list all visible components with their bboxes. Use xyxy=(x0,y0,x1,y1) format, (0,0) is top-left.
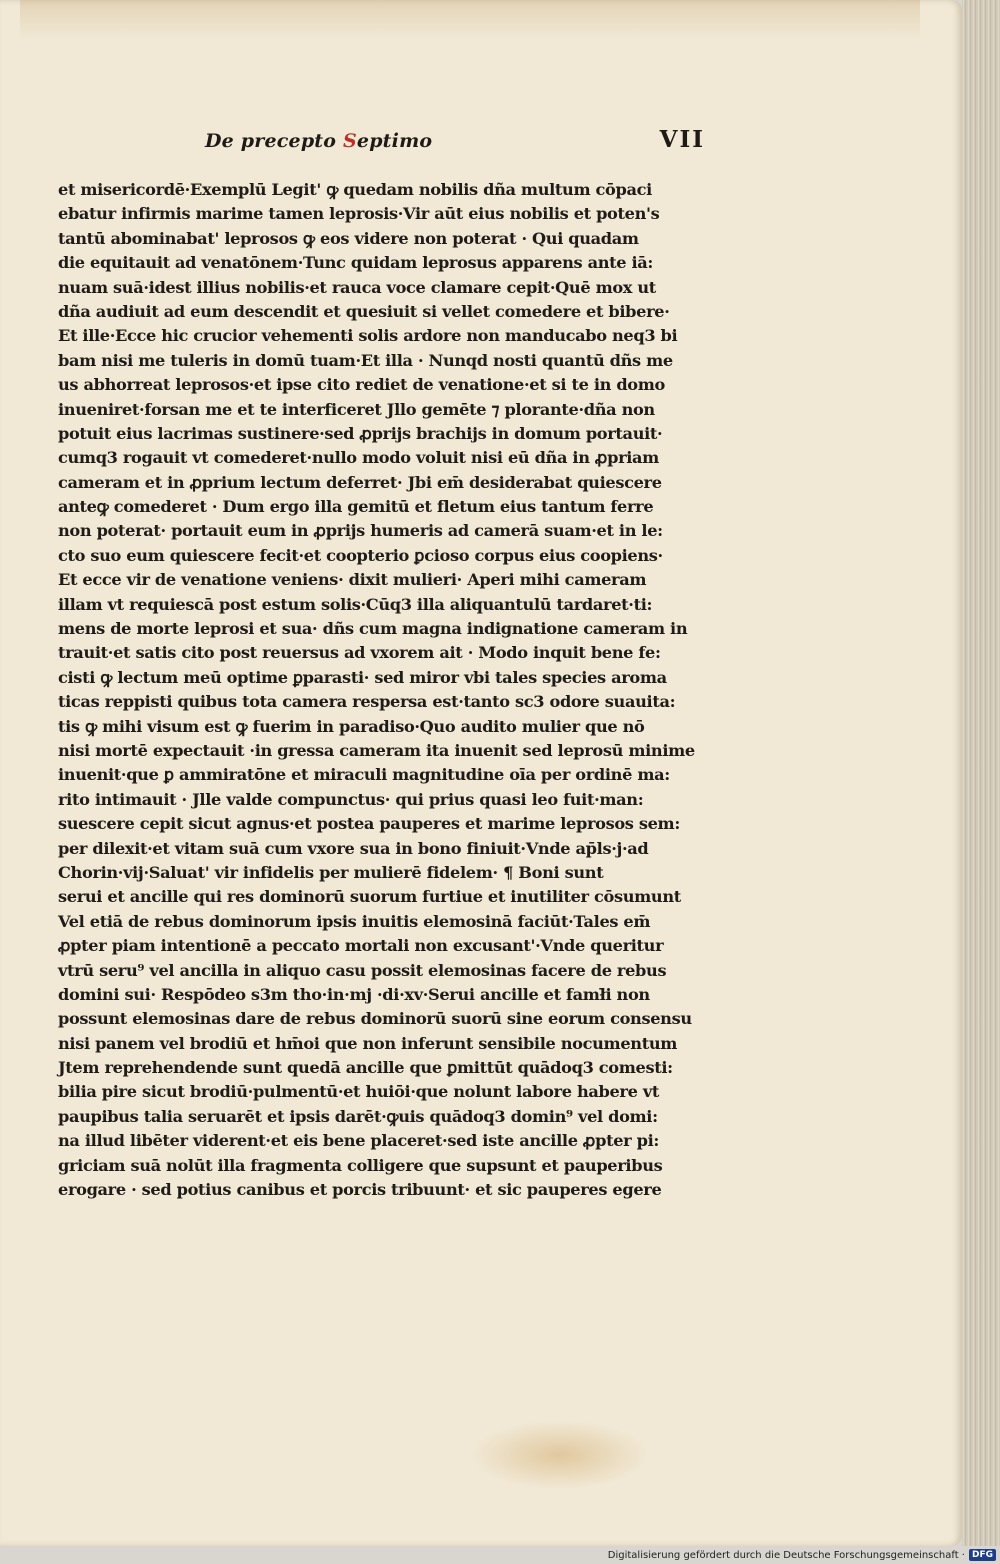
text-line: cto suo eum quiescere fecit·et coopterio ꝑcioso corpus eius coopiens· xyxy=(58,545,663,565)
text-line: erogare · sed potius canibus et porcis tribuunt· et sic pauperes egere xyxy=(58,1180,662,1200)
text-block xyxy=(58,178,713,1202)
text-line: illam vt requiescā post estum solis·Cūq3 illa aliquantulū tardaret·ti: xyxy=(58,594,653,614)
folio-number: VII xyxy=(659,126,705,153)
text-line: mens de morte leprosi et sua· dñs cum magna indignatione cameram in xyxy=(58,619,688,639)
text-line: Chorin·vij·Saluat' vir infidelis per mulierē fidelem· ¶ Boni sunt xyxy=(58,862,604,882)
text-line: paupibus talia seruarēt et ipsis darēt·ꝙuis quādoq3 domin⁹ vel domi: xyxy=(58,1106,658,1126)
text-line: domini sui· Respōdeo s3m tho·in·mj ·di·xv·Serui ancille et famł̄i non xyxy=(58,984,650,1004)
text-line: possunt elemosinas dare de rebus dominorū suorū sine eorum consensu xyxy=(58,1009,692,1029)
text-line: tantū abominabat' leprosos ꝙ eos videre non poterat · Qui quadam xyxy=(58,228,639,248)
text-line: die equitauit ad venatōnem·Tunc quidam leprosus apparens ante iā: xyxy=(58,253,654,273)
water-stain xyxy=(470,1420,650,1490)
text-line: nuam suā·idest illius nobilis·et rauca voce clamare cepit·Quē mox ut xyxy=(58,277,656,297)
page-header xyxy=(205,126,705,162)
text-line: cameram et in ꝓprium lectum deferret· Jbi em̄ desiderabat quiescere xyxy=(58,472,662,492)
text-line: cumq3 rogauit vt comederet·nullo modo voluit nisi eū dña in ꝓpriam xyxy=(58,448,659,468)
running-title-suffix: eptimo xyxy=(356,130,433,152)
running-title-prefix: De precepto xyxy=(205,130,343,152)
footer-credit: Digitalisierung gefördert durch die Deutsche Forschungsgemeinschaft · xyxy=(607,1549,965,1561)
page-edges xyxy=(962,0,1000,1546)
text-line: potuit eius lacrimas sustinere·sed ꝓprijs brachijs in domum portauit· xyxy=(58,423,663,443)
digitization-footer xyxy=(608,1548,996,1562)
text-line: Vel etiā de rebus dominorum ipsis inuitis elemosinā faciūt·Tales em̄ xyxy=(58,911,651,931)
text-line: us abhorreat leprosos·et ipse cito rediet de venatione·et si te in domo xyxy=(58,375,665,395)
text-line: suescere cepit sicut agnus·et postea pauperes et marime leprosos sem: xyxy=(58,814,680,834)
text-line: tis ꝙ mihi visum est ꝙ fuerim in paradiso·Quo audito mulier que nō xyxy=(58,716,645,736)
text-line: Et ille·Ecce hic crucior vehementi solis ardore non manducabo neq3 bi xyxy=(58,326,678,346)
text-line: et misericordē·Exemplū Legit' ꝙ quedam nobilis dña multum cōpaci xyxy=(58,180,652,199)
text-line: ebatur infirmis marime tamen leprosis·Vir aūt eius nobilis et poten's xyxy=(58,204,660,224)
text-line: anteꝙ comederet · Dum ergo illa gemitū et fletum eius tantum ferre xyxy=(58,497,654,517)
text-line: per dilexit·et vitam suā cum vxore sua in bono finiuit·Vnde ap̄ls·j·ad xyxy=(58,838,649,858)
text-line: nisi mortē expectauit ·in gressa cameram ita inuenit sed leprosū minime xyxy=(58,740,695,760)
text-line: ticas reppisti quibus tota camera respersa est·tanto sc3 odore suauita: xyxy=(58,692,676,712)
page-discoloration xyxy=(20,0,920,40)
text-line: Et ecce vir de venatione veniens· dixit mulieri· Aperi mihi cameram xyxy=(58,570,647,590)
text-line: inueniret·forsan me et te interficeret Jllo gemēte ⁊ plorante·dña non xyxy=(58,399,655,419)
text-line: na illud libēter viderent·et eis bene placeret·sed iste ancille ꝓpter pi: xyxy=(58,1131,660,1151)
text-line: serui et ancille qui res dominorū suorum furtiue et inutiliter cōsumunt xyxy=(58,887,681,907)
text-line: nisi panem vel brodiū et hm̄oi que non inferunt sensibile nocumentum xyxy=(58,1033,678,1053)
text-line: ꝓpter piam intentionē a peccato mortali non excusant'·Vnde queritur xyxy=(58,936,664,956)
text-line: bam nisi me tuleris in domū tuam·Et illa · Nunqd nosti quantū dñs me xyxy=(58,350,673,370)
text-line: vtrū seru⁹ vel ancilla in aliquo casu possit elemosinas facere de rebus xyxy=(58,960,667,980)
text-line: non poterat· portauit eum in ꝓprijs humeris ad camerā suam·et in le: xyxy=(58,521,663,541)
text-line: inuenit·que ꝑ ammiratōne et miraculi magnitudine oīa per ordinē ma: xyxy=(58,765,670,785)
text-line: cisti ꝙ lectum meū optime ꝑparasti· sed miror vbi tales species aroma xyxy=(58,667,667,687)
text-line: trauit·et satis cito post reuersus ad vxorem ait · Modo inquit bene fe: xyxy=(58,643,661,663)
text-line: bilia pire sicut brodiū·pulmentū·et huiōi·que nolunt labore habere vt xyxy=(58,1082,660,1102)
text-line: rito intimauit · Jlle valde compunctus· qui prius quasi leo fuit·man: xyxy=(58,789,644,809)
text-line: dña audiuit ad eum descendit et quesiuit si vellet comedere et bibere· xyxy=(58,301,670,321)
text-line: Jtem reprehendende sunt quedā ancille que ꝑmittūt quādoq3 comesti: xyxy=(58,1058,673,1078)
dfg-logo: DFG xyxy=(969,1549,996,1561)
running-title-rubric-initial: S xyxy=(342,130,357,152)
text-line: griciam suā nolūt illa fragmenta colligere que supsunt et pauperibus xyxy=(58,1155,663,1175)
running-title xyxy=(205,130,432,152)
